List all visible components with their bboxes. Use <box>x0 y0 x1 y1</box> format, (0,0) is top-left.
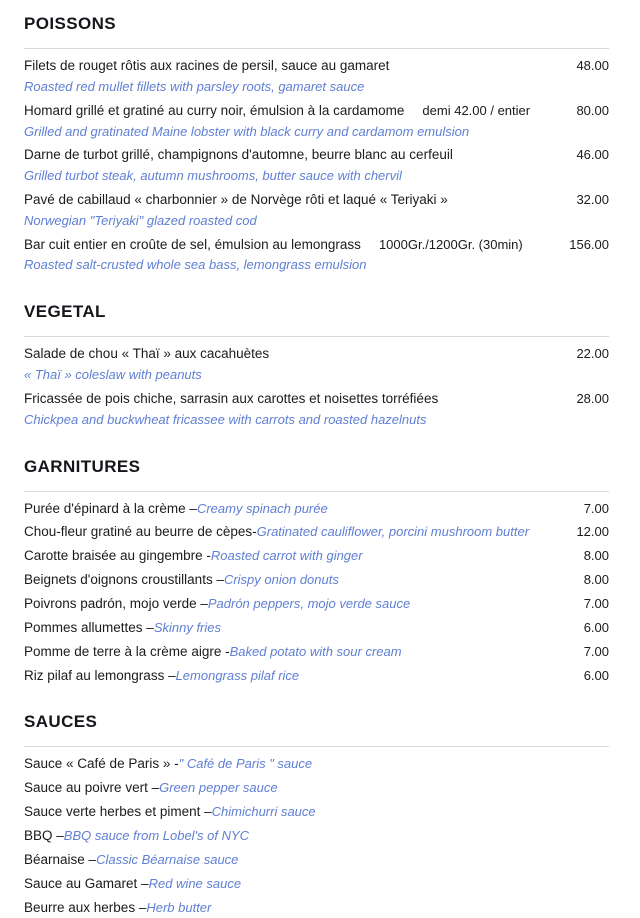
menu-item <box>24 498 609 520</box>
menu-item <box>24 388 609 431</box>
item-name-fr: Béarnaise – <box>24 851 97 867</box>
item-name-en: Creamy spinach purée <box>196 500 328 516</box>
item-name-fr: Pommes allumettes – <box>24 619 154 635</box>
item-name-fr: Salade de chou « Thaï » aux cacahuètes <box>24 346 270 362</box>
section-poissons <box>24 14 609 276</box>
item-name-en: Chickpea and buckwheat fricassee with carrots and roasted hazelnuts <box>24 411 427 427</box>
item-name-fr: Pavé de cabillaud « charbonnier » de Norvège rôti et laqué « Teriyaki » <box>24 191 448 207</box>
item-name-fr: Carotte braisée au gingembre - <box>24 548 211 564</box>
menu-item <box>24 641 609 663</box>
item-price: 8.00 <box>583 548 609 564</box>
item-name-en: Lemongrass pilaf rice <box>175 667 300 683</box>
item-name-en: Roasted salt-crusted whole sea bass, lemongrass emulsion <box>24 257 367 273</box>
item-name-fr: BBQ – <box>24 828 64 844</box>
item-name-en: Gratinated cauliflower, porcini mushroom butter <box>256 524 530 540</box>
item-name-en: " Café de Paris " sauce <box>178 756 313 772</box>
section-title: VEGETAL <box>24 302 106 322</box>
item-price: 28.00 <box>576 390 609 406</box>
section-title: GARNITURES <box>24 456 141 476</box>
item-name-fr: Sauce verte herbes et piment – <box>24 804 212 820</box>
item-name-en: Red wine sauce <box>148 875 242 891</box>
item-name-fr: Beurre aux herbes – <box>24 899 147 915</box>
section-title: SAUCES <box>24 712 98 732</box>
item-name-fr: Sauce au poivre vert – <box>24 780 160 796</box>
menu-item <box>24 189 609 232</box>
menu-item <box>24 521 609 543</box>
menu-item <box>24 343 609 386</box>
section-divider <box>24 336 609 337</box>
item-name-en: Classic Béarnaise sauce <box>96 851 239 867</box>
item-price: 7.00 <box>583 643 609 659</box>
item-price: 48.00 <box>576 58 609 73</box>
item-price: 80.00 <box>576 102 609 118</box>
menu-item <box>24 777 609 799</box>
item-name-en: Green pepper sauce <box>159 780 278 796</box>
item-name-fr: Sauce au Gamaret – <box>24 875 149 891</box>
item-name-fr: Homard grillé et gratiné au curry noir, émulsion à la cardamome <box>24 102 405 118</box>
item-name-en: Skinny fries <box>153 619 222 635</box>
item-price: 7.00 <box>583 596 609 612</box>
item-name-en: Grilled and gratinated Maine lobster with black curry and cardamom emulsion <box>24 123 470 139</box>
item-price: 7.00 <box>583 500 609 516</box>
section-vegetal <box>24 302 609 430</box>
item-name-fr: Darne de turbot grillé, champignons d'automne, beurre blanc au cerfeuil <box>24 147 453 163</box>
item-name-fr: Fricassée de pois chiche, sarrasin aux carottes et noisettes torréfiées <box>24 390 439 406</box>
item-name-en: BBQ sauce from Lobel's of NYC <box>63 828 250 844</box>
item-price: 156.00 <box>569 236 609 252</box>
menu-item <box>24 897 609 918</box>
menu-item <box>24 545 609 567</box>
item-price: 46.00 <box>576 147 609 163</box>
menu-item <box>24 144 609 187</box>
item-price: 6.00 <box>583 619 609 635</box>
item-name-en: Padrón peppers, mojo verde sauce <box>207 596 411 612</box>
menu-item <box>24 849 609 871</box>
item-name-fr: Filets de rouget rôtis aux racines de persil, sauce au gamaret <box>24 58 390 73</box>
item-name-fr: Riz pilaf au lemongrass – <box>24 667 176 683</box>
item-name-fr: Bar cuit entier en croûte de sel, émulsion au lemongrass <box>24 236 361 252</box>
item-name-en: Baked potato with sour cream <box>229 643 402 659</box>
menu-item <box>24 825 609 847</box>
section-garnitures <box>24 457 609 687</box>
item-name-en: Roasted red mullet fillets with parsley roots, gamaret sauce <box>24 78 365 94</box>
menu-item <box>24 100 609 143</box>
item-price: 12.00 <box>576 524 609 540</box>
item-name-en: Chimichurri sauce <box>211 804 316 820</box>
item-price: 22.00 <box>576 346 609 362</box>
item-portion: demi 42.00 / entier <box>422 102 531 118</box>
item-price: 8.00 <box>583 572 609 588</box>
menu-item <box>24 593 609 615</box>
item-name-fr: Pomme de terre à la crème aigre - <box>24 643 230 659</box>
item-name-fr: Beignets d'oignons croustillants – <box>24 572 224 588</box>
item-price: 32.00 <box>576 191 609 207</box>
menu-item <box>24 753 609 775</box>
section-divider <box>24 746 609 747</box>
item-name-fr: Sauce « Café de Paris » - <box>24 756 179 772</box>
item-price: 6.00 <box>583 667 609 683</box>
item-name-en: Norwegian "Teriyaki" glazed roasted cod <box>24 212 257 228</box>
menu-item <box>24 569 609 591</box>
item-name-en: Crispy onion donuts <box>223 572 339 588</box>
menu-item <box>24 665 609 687</box>
item-name-fr: Chou-fleur gratiné au beurre de cèpes- <box>24 524 257 540</box>
section-title: POISSONS <box>24 14 117 33</box>
item-name-en: Herb butter <box>146 899 212 915</box>
section-sauces <box>24 712 609 918</box>
menu-item <box>24 801 609 823</box>
item-name-en: Roasted carrot with ginger <box>210 548 363 564</box>
menu-item <box>24 617 609 639</box>
item-name-en: Grilled turbot steak, autumn mushrooms, butter sauce with chervil <box>24 168 402 184</box>
menu-item <box>24 873 609 895</box>
item-name-en: « Thaï » coleslaw with peanuts <box>24 367 202 383</box>
menu-item <box>24 234 609 277</box>
item-portion: 1000Gr./1200Gr. (30min) <box>378 236 523 252</box>
item-name-fr: Purée d'épinard à la crème – <box>24 500 197 516</box>
section-divider <box>24 48 609 49</box>
section-divider <box>24 491 609 492</box>
menu-item <box>24 55 609 98</box>
item-name-fr: Poivrons padrón, mojo verde – <box>24 596 208 612</box>
